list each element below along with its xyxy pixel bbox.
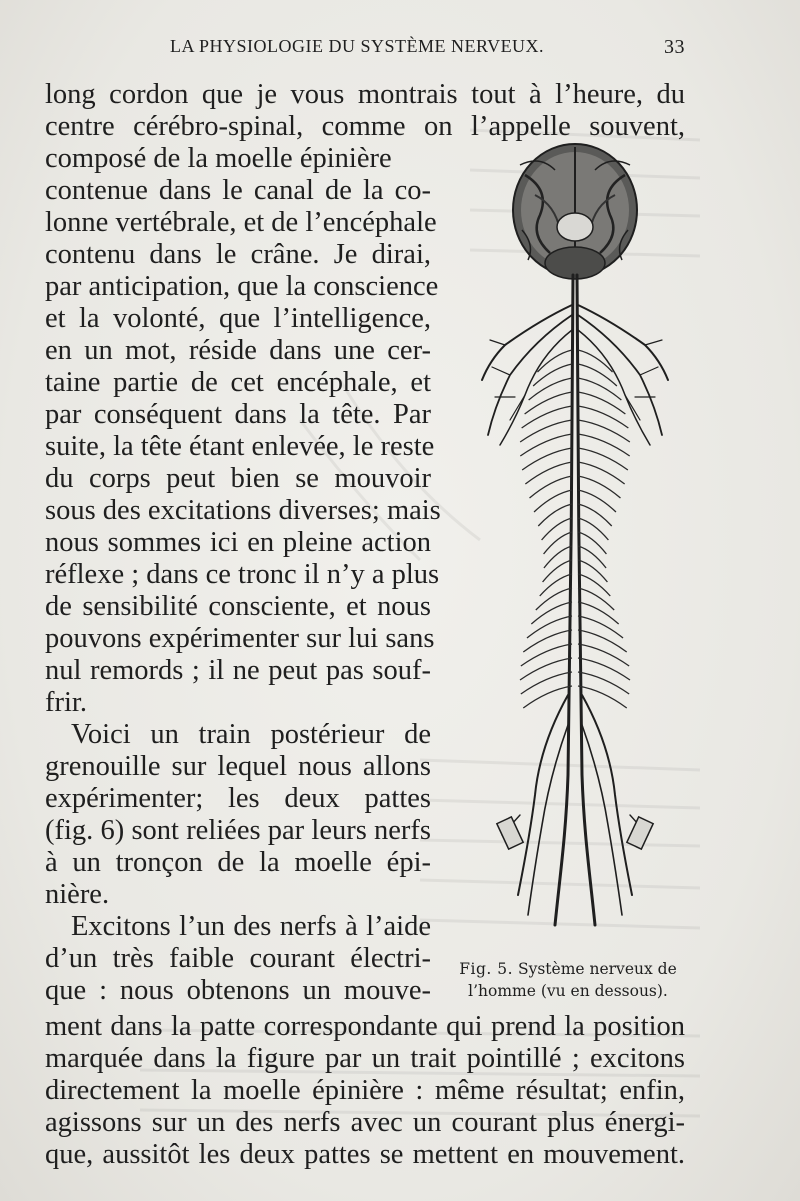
segmental-nerve <box>578 630 627 652</box>
segmental-nerve <box>534 490 572 512</box>
text-line: contenu dans le crâne. Je dirai, <box>45 239 431 270</box>
text-line: et la volonté, que l’intelligence, <box>45 303 431 334</box>
segmental-nerve <box>578 574 610 596</box>
text-line: directement la moelle épinière : même résultat; enfin, <box>45 1075 685 1106</box>
text-line: réflexe ; dans ce tronc il n’y a plus <box>45 559 440 590</box>
text-line: nière. <box>45 879 110 910</box>
text-line: taine partie de cet encéphale, et <box>45 367 431 398</box>
running-title: LA PHYSIOLOGIE DU SYSTÈME NERVEUX. <box>170 36 545 56</box>
text-line: grenouille sur lequel nous allons <box>45 751 431 782</box>
segmental-nerve <box>530 476 572 498</box>
segmental-nerve <box>578 504 612 526</box>
running-header <box>170 36 685 60</box>
nervous-system-illustration <box>480 135 670 935</box>
segmental-nerve <box>578 406 628 428</box>
segmental-nerve <box>536 588 572 610</box>
segmental-nerve <box>578 448 628 470</box>
figure-caption <box>453 958 683 1002</box>
segmental-nerve <box>522 448 572 470</box>
segmental-nerve <box>578 616 623 638</box>
text-line: que, aussitôt les deux pattes se mettent en mouvement. <box>45 1139 685 1170</box>
text-line: nul remords ; il ne peut pas souf- <box>45 655 431 686</box>
text-line: expérimenter; les deux pattes <box>45 783 431 814</box>
text-line: par anticipation, que la conscience <box>45 271 439 302</box>
paragraph-first-line: Excitons l’un des nerfs à l’aide <box>71 911 431 942</box>
text-line: (fig. 6) sont reliées par leurs nerfs <box>45 815 431 846</box>
text-line: long cordon que je vous montrais tout à l’heure, du <box>45 79 685 110</box>
segmental-nerve <box>521 644 572 666</box>
segmental-nerve <box>531 602 572 624</box>
segmental-nerve <box>578 602 619 624</box>
paragraph-first-line: Voici un train postérieur de <box>71 719 431 750</box>
segmental-nerve <box>578 518 608 540</box>
segmental-nerve <box>578 686 627 708</box>
segmental-nerve <box>542 518 572 540</box>
segmental-nerve <box>525 392 572 414</box>
segmental-nerve <box>529 378 572 400</box>
text-line: par conséquent dans la tête. Par <box>45 399 431 430</box>
lower-limb-nerves <box>497 695 653 915</box>
segmental-nerve <box>538 504 572 526</box>
segmental-nerve <box>578 672 629 694</box>
text-line: centre cérébro-spinal, comme on l’appelle souvent, <box>45 111 685 142</box>
text-line: frir. <box>45 687 87 718</box>
segmental-nerve <box>521 672 572 694</box>
text-line: à un tronçon de la moelle épi- <box>45 847 431 878</box>
text-line: marquée dans la figure par un trait pointillé ; excitons <box>45 1043 685 1074</box>
text-line: nous sommes ici en pleine action <box>45 527 431 558</box>
text-line: du corps peut bien se mouvoir <box>45 463 431 494</box>
figure-number: Fig. 5. <box>459 960 514 978</box>
segmental-nerve <box>578 588 614 610</box>
segmental-nerve <box>578 378 621 400</box>
text-line: agissons sur un des nerfs avec un courant plus énergi- <box>45 1107 685 1138</box>
segmental-nerve <box>578 462 625 484</box>
text-line: suite, la tête étant enlevée, le reste <box>45 431 435 462</box>
page-number: 33 <box>664 36 685 58</box>
text-line: contenue dans le canal de la co- <box>45 175 431 206</box>
segmental-nerve <box>523 630 572 652</box>
segmental-nerves <box>520 350 630 708</box>
segmental-nerve <box>578 532 606 554</box>
text-line: en un mot, réside dans une cer- <box>45 335 431 366</box>
segmental-nerve <box>540 574 572 596</box>
segmental-nerve <box>578 392 625 414</box>
brain-drawing <box>513 144 637 279</box>
segmental-nerve <box>523 686 572 708</box>
text-line: pouvons expérimenter sur lui sans <box>45 623 435 654</box>
segmental-nerve <box>578 644 629 666</box>
text-line: ment dans la patte correspondante qui prend la position <box>45 1011 685 1042</box>
text-line: composé de la moelle épinière <box>45 143 392 174</box>
segmental-nerve <box>527 616 572 638</box>
text-line: que : nous obtenons un mouve- <box>45 975 431 1006</box>
segmental-nerve <box>578 490 616 512</box>
text-line: d’un très faible courant électri- <box>45 943 431 974</box>
segmental-nerve <box>525 462 572 484</box>
segmental-nerve <box>578 476 620 498</box>
figure-caption-text: Système nerveux de l’homme (vu en dessous). <box>468 960 677 1000</box>
segmental-nerve <box>544 532 572 554</box>
text-line: sous des excitations diverses; mais <box>45 495 441 526</box>
text-line: de sensibilité consciente, et nous <box>45 591 431 622</box>
segmental-nerve <box>522 406 572 428</box>
text-line: lonne vertébrale, et de l’encéphale <box>45 207 437 238</box>
